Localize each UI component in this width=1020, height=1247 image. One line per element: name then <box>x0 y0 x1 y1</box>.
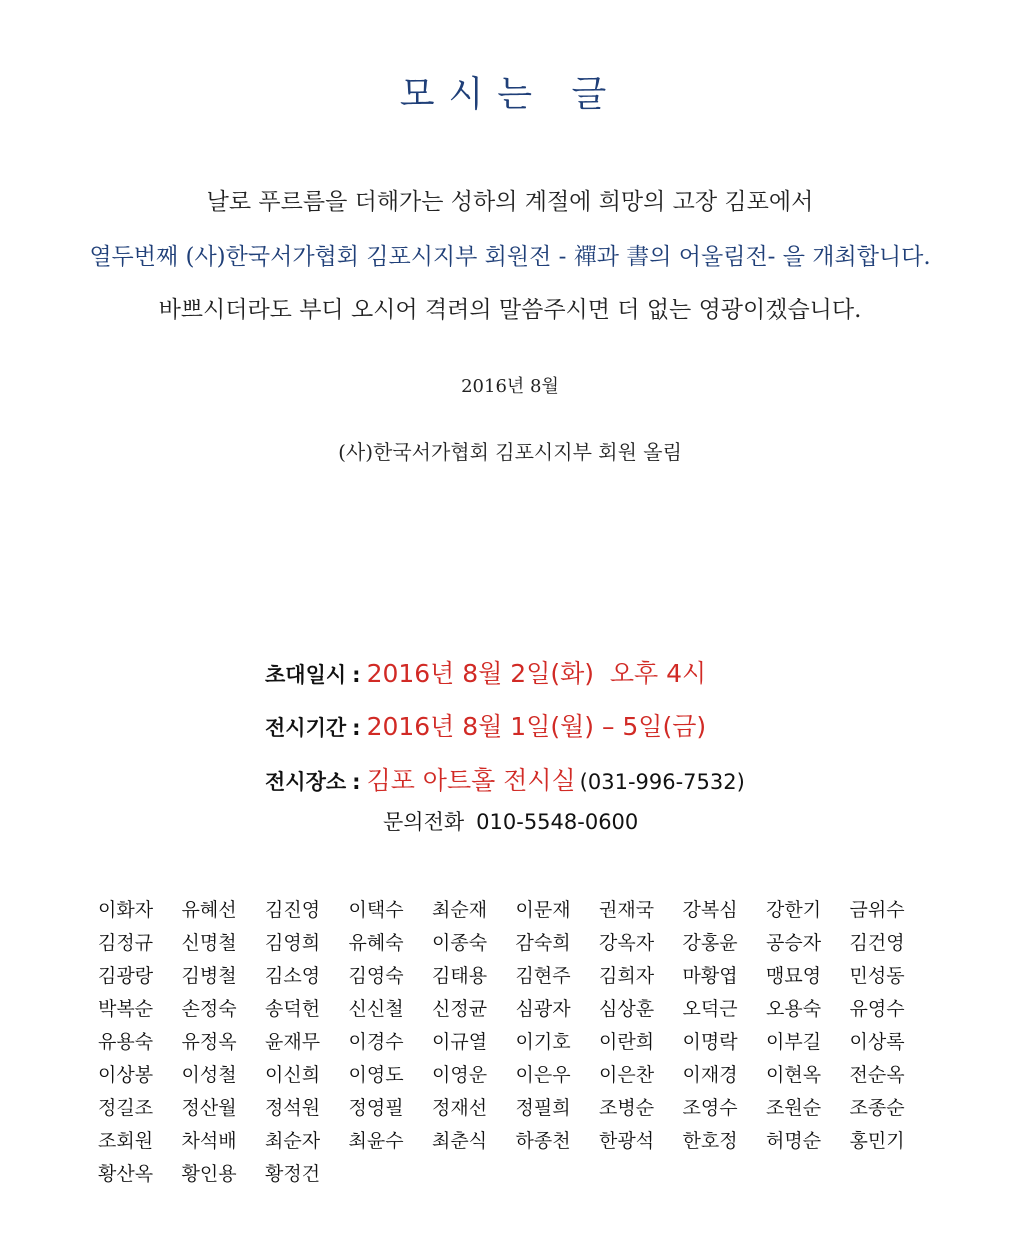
member-name: 이재경 <box>682 1064 738 1086</box>
member-name: 오용숙 <box>766 998 822 1020</box>
member-name: 심상훈 <box>599 998 655 1020</box>
member-name: 금위수 <box>849 899 905 921</box>
member-name: 정산월 <box>181 1097 237 1119</box>
member-name: 차석배 <box>181 1130 237 1152</box>
member-name: 강옥자 <box>599 932 655 954</box>
member-name: 강홍윤 <box>682 932 738 954</box>
member-name: 이상봉 <box>98 1064 154 1086</box>
page-title: 모시는 글 <box>399 74 621 115</box>
venue-value: 김포 아트홀 전시실 <box>366 766 576 795</box>
member-name: 김태용 <box>432 965 488 987</box>
contact-row <box>383 806 638 836</box>
member-name: 신신철 <box>348 998 404 1020</box>
member-name: 윤재무 <box>265 1031 321 1053</box>
member-name: 박복순 <box>98 998 154 1020</box>
member-name: 김광랑 <box>98 965 154 987</box>
member-name: 이신희 <box>265 1064 321 1086</box>
greeting-line-2: 열두번째 (사)한국서가협회 김포시지부 회원전 - 禪과 書의 어울림전- 을 개최합니다. <box>89 244 931 270</box>
member-name: 이택수 <box>348 899 404 921</box>
member-name: 강한기 <box>766 899 822 921</box>
member-name: 오덕근 <box>682 998 738 1020</box>
member-name: 민성동 <box>849 965 905 987</box>
member-name: 최춘식 <box>432 1130 488 1152</box>
member-name: 김현주 <box>515 965 571 987</box>
member-name: 조영수 <box>682 1097 738 1119</box>
member-name: 이기호 <box>515 1031 571 1053</box>
member-name: 공승자 <box>766 932 822 954</box>
member-name: 이명락 <box>682 1031 738 1053</box>
contact-phone: 010-5548-0600 <box>476 810 639 834</box>
member-name: 이현옥 <box>766 1064 822 1086</box>
member-name: 김소영 <box>265 965 321 987</box>
member-name: 황인용 <box>181 1163 237 1185</box>
member-name: 맹묘영 <box>766 965 822 987</box>
member-name: 송덕헌 <box>265 998 321 1020</box>
colon: : <box>352 663 361 687</box>
member-name: 최윤수 <box>348 1130 404 1152</box>
period-value: 2016년 8월 1일(월) – 5일(금) <box>366 712 707 741</box>
member-name: 최순재 <box>432 899 488 921</box>
member-name: 이상록 <box>849 1031 905 1053</box>
member-name: 감숙희 <box>515 932 571 954</box>
member-name: 전순옥 <box>849 1064 905 1086</box>
member-name: 최순자 <box>265 1130 321 1152</box>
member-name: 김병철 <box>181 965 237 987</box>
member-name: 심광자 <box>515 998 571 1020</box>
member-name: 유혜숙 <box>348 932 404 954</box>
member-name: 신명철 <box>181 932 237 954</box>
member-name: 이화자 <box>98 899 154 921</box>
reception-value: 2016년 8월 2일(화) 오후 4시 <box>366 659 707 688</box>
venue-phone: (031-996-7532) <box>579 770 745 794</box>
venue-label: 전시장소 <box>265 770 347 794</box>
member-name: 강복심 <box>682 899 738 921</box>
member-name: 하종천 <box>515 1130 571 1152</box>
member-name: 조병순 <box>599 1097 655 1119</box>
member-name: 이영운 <box>432 1064 488 1086</box>
member-name: 이란희 <box>599 1031 655 1053</box>
member-name: 이부길 <box>766 1031 822 1053</box>
period-label: 전시기간 <box>265 716 347 740</box>
member-name: 마황엽 <box>682 965 738 987</box>
member-name: 허명순 <box>766 1130 822 1152</box>
venue-row <box>265 761 745 797</box>
reception-label: 초대일시 <box>265 663 347 687</box>
member-name: 유영수 <box>849 998 905 1020</box>
member-name: 유혜선 <box>181 899 237 921</box>
member-name: 이은찬 <box>599 1064 655 1086</box>
greeting-line-3: 바쁘시더라도 부디 오시어 격려의 말씀주시면 더 없는 영광이겠습니다. <box>158 297 862 323</box>
member-name: 유용숙 <box>98 1031 154 1053</box>
member-name: 이은우 <box>515 1064 571 1086</box>
member-name: 홍민기 <box>849 1130 905 1152</box>
member-name: 이종숙 <box>432 932 488 954</box>
member-name: 손정숙 <box>181 998 237 1020</box>
period-row <box>265 707 706 743</box>
member-name: 이규열 <box>432 1031 488 1053</box>
letter-date: 2016년 8월 <box>461 376 559 397</box>
member-name: 조회원 <box>98 1130 154 1152</box>
member-name: 이성철 <box>181 1064 237 1086</box>
member-name: 한광석 <box>599 1130 655 1152</box>
contact-label: 문의전화 <box>383 810 465 834</box>
member-name: 이영도 <box>348 1064 404 1086</box>
member-name: 이문재 <box>515 899 571 921</box>
member-name: 정길조 <box>98 1097 154 1119</box>
member-name: 정영필 <box>348 1097 404 1119</box>
member-list <box>98 898 938 1187</box>
signature: (사)한국서가협회 김포시지부 회원 올림 <box>338 440 682 464</box>
greeting-line-1: 날로 푸르름을 더해가는 성하의 계절에 희망의 고장 김포에서 <box>206 189 814 215</box>
member-name: 이경수 <box>348 1031 404 1053</box>
member-name: 김건영 <box>849 932 905 954</box>
member-name: 황산옥 <box>98 1163 154 1185</box>
member-name: 김정규 <box>98 932 154 954</box>
member-name: 김진영 <box>265 899 321 921</box>
member-name: 황정건 <box>265 1163 321 1185</box>
member-name: 김영희 <box>265 932 321 954</box>
member-name: 조종순 <box>849 1097 905 1119</box>
member-name: 정필희 <box>515 1097 571 1119</box>
member-name: 정석원 <box>265 1097 321 1119</box>
member-name: 한호정 <box>682 1130 738 1152</box>
member-name: 신정균 <box>432 998 488 1020</box>
colon: : <box>352 770 361 794</box>
member-name: 조원순 <box>766 1097 822 1119</box>
member-name: 권재국 <box>599 899 655 921</box>
member-name: 김희자 <box>599 965 655 987</box>
member-name: 김영숙 <box>348 965 404 987</box>
member-name: 유정옥 <box>181 1031 237 1053</box>
reception-row <box>265 654 706 690</box>
colon: : <box>352 716 361 740</box>
member-name: 정재선 <box>432 1097 488 1119</box>
